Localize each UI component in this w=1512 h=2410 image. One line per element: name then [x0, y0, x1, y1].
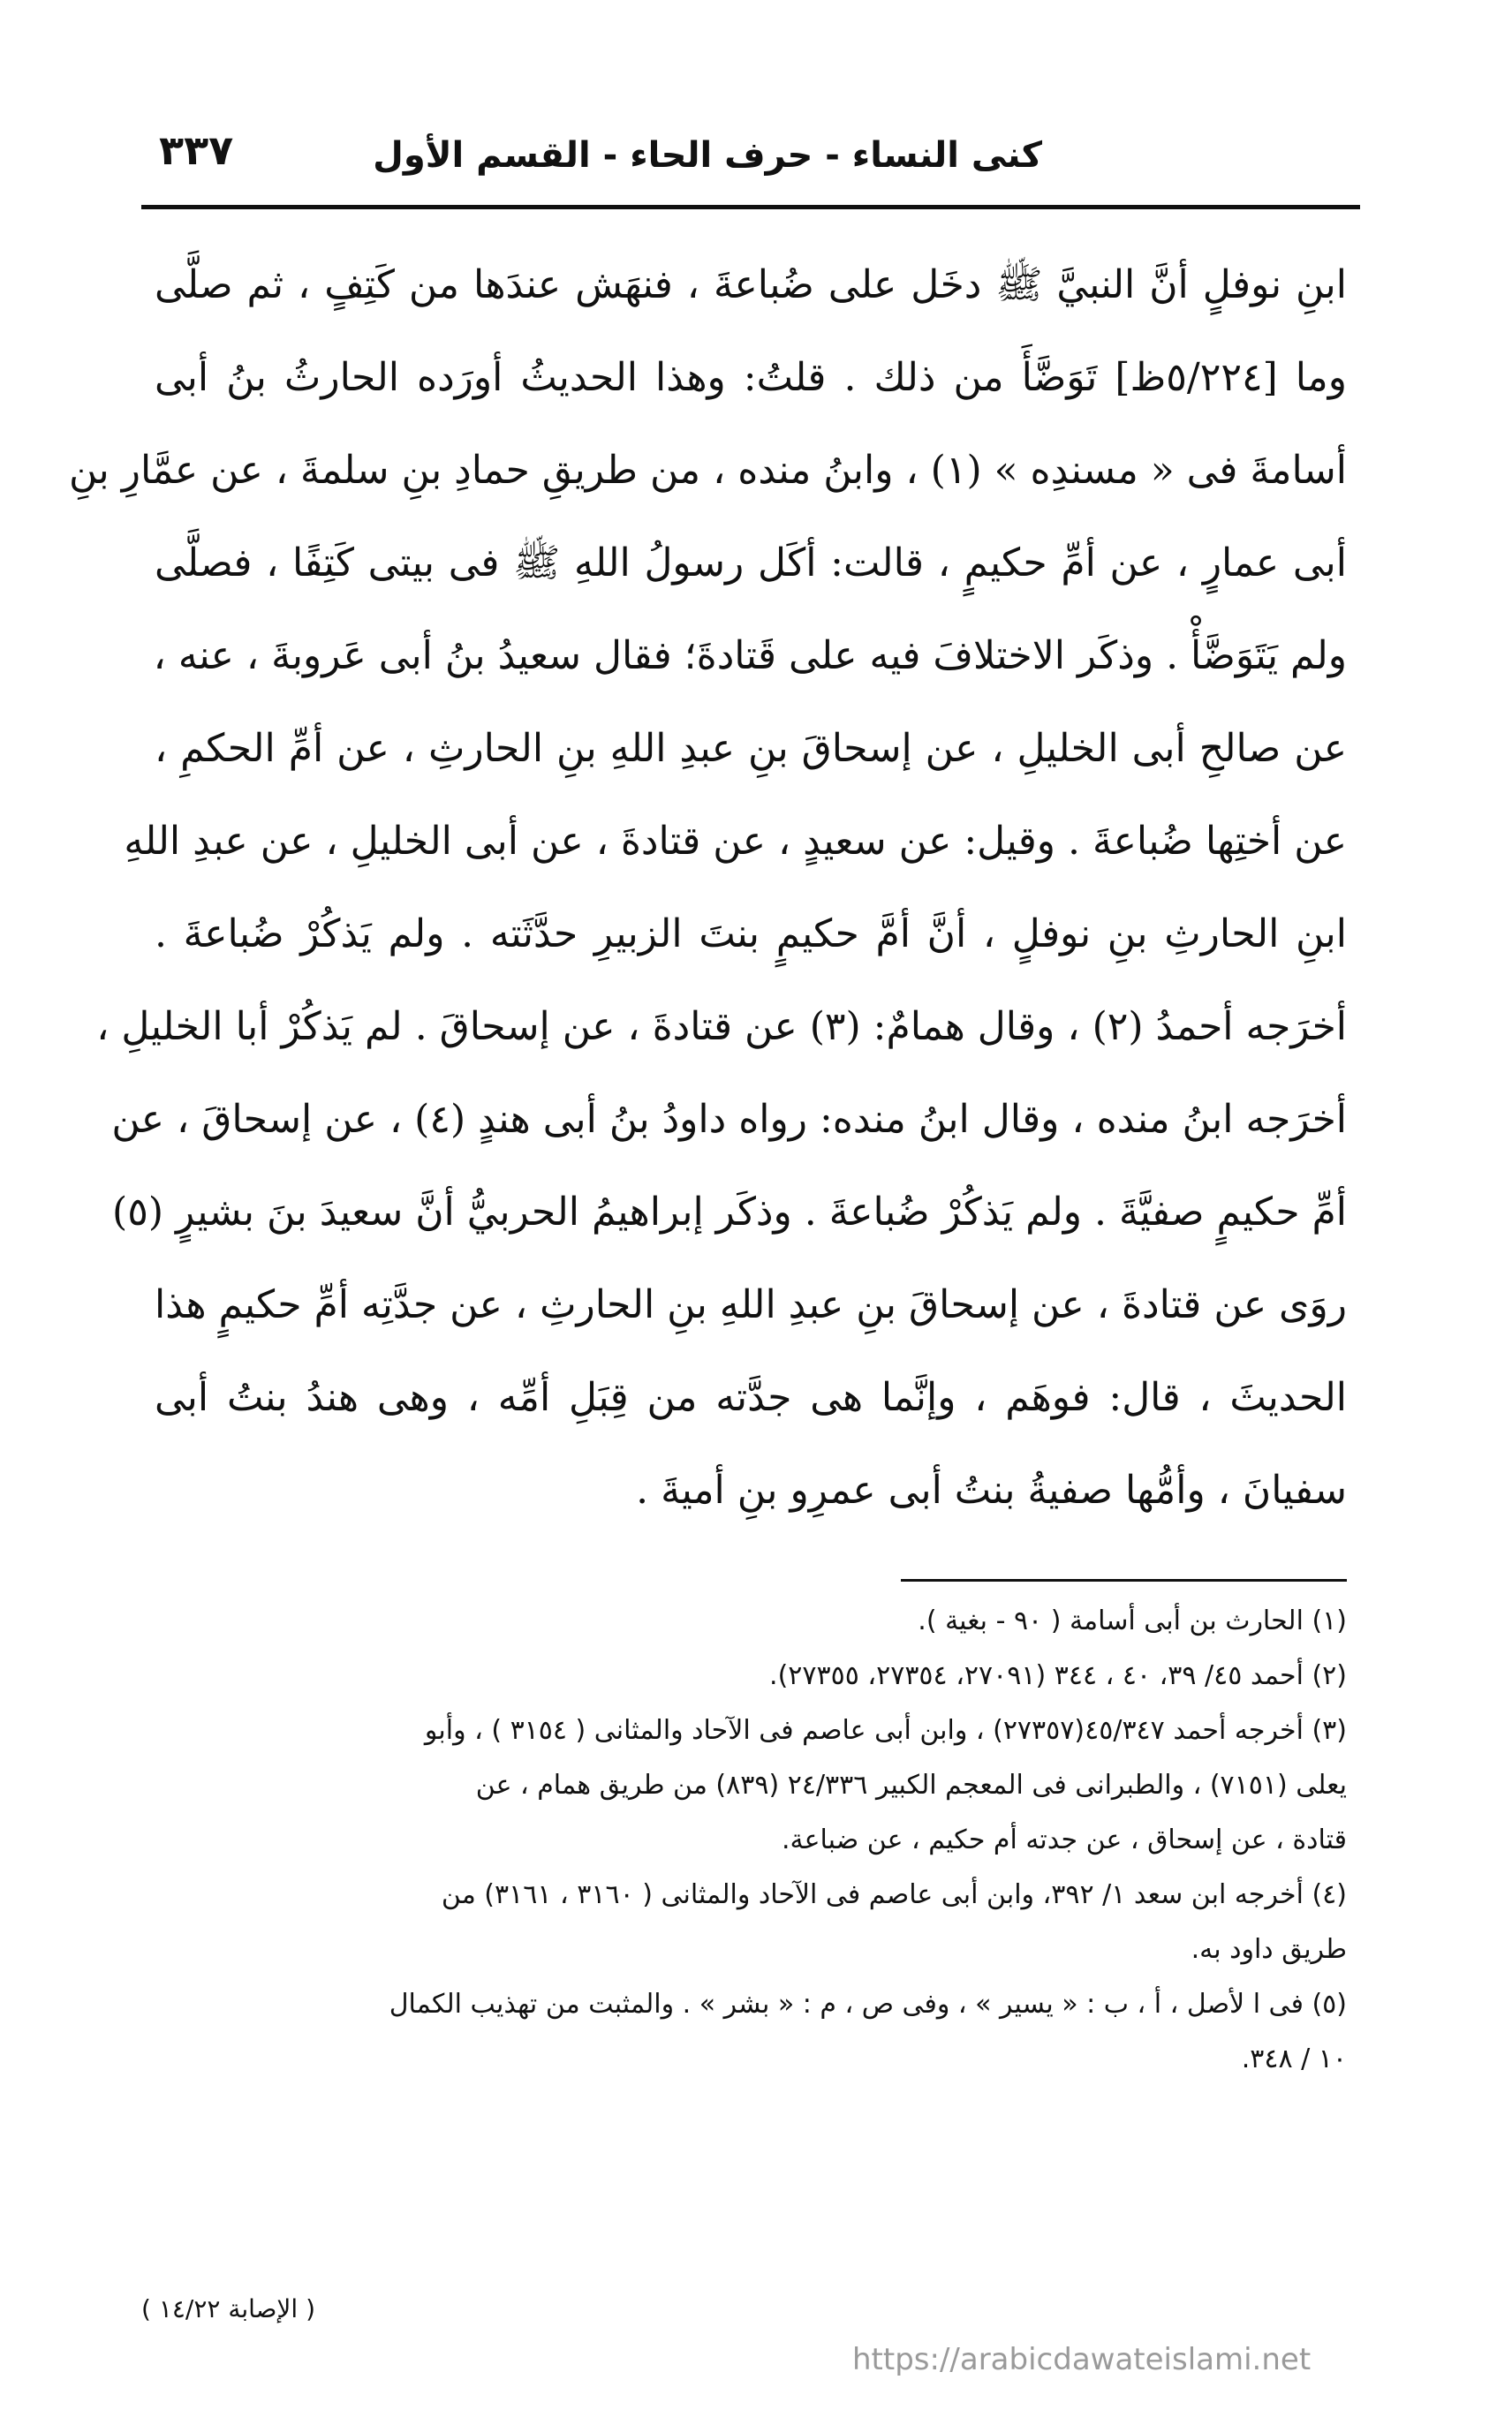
- footnote-line: (٥) فى ا لأصل ، أ ، ب : « يسير » ، وفى ص ، م : « بشر » . والمثبت من تهذيب الكمال: [389, 1989, 1347, 2020]
- source-reference: ( الإصابة ١٤/٢٢ ): [141, 2294, 316, 2323]
- footnote-4: [155, 1868, 1347, 1977]
- footnote-1: [155, 1594, 1347, 1649]
- footnote-line: (٣) أخرجه أحمد ٤٥/٣٤٧(٢٧٣٥٧) ، وابن أبى عاصم فى الآحاد والمثانى ( ٣١٥٤ ) ، وأبو: [424, 1715, 1347, 1746]
- running-title: كنى النساء - حرف الحاء - القسم الأول: [373, 135, 1042, 176]
- page-header: [141, 124, 1360, 194]
- page-number: ٣٣٧: [159, 126, 234, 174]
- footnote-line: قتادة ، عن إسحاق ، عن جدته أم حكيم ، عن ضباعة.: [782, 1824, 1347, 1855]
- text-line: عن صالحِ أبى الخليلِ ، عن إسحاقَ بنِ عبدِ اللهِ بنِ الحارثِ ، عن أمِّ الحكمِ ،: [155, 726, 1347, 771]
- text-line: وما [٥/٢٢٤ظ] تَوَضَّأَ من ذلك . قلتُ: وهذا الحديثُ أورَده الحارثُ بنُ أبى: [155, 355, 1347, 400]
- text-line: أخرَجه ابنُ منده ، وقال ابنُ منده: رواه داودُ بنُ أبى هندٍ (٤) ، عن إسحاقَ ، عن: [111, 1097, 1347, 1142]
- text-line: ابنِ نوفلٍ أنَّ النبيَّ ﷺ دخَل على ضُباعةَ ، فنهَش عندَها من كَتِفٍ ، ثم صلَّى: [155, 262, 1347, 307]
- footnote-line: ١٠ / ٣٤٨.: [1241, 2044, 1347, 2074]
- footnote-line: (٢) أحمد ٤٥/ ٣٩، ٤٠ ، ٣٤٤ (٢٧٠٩١، ٢٧٣٥٤، ٢٧٣٥٥).: [769, 1660, 1347, 1691]
- footnote-3: [155, 1704, 1347, 1868]
- text-line: عن أختِها ضُباعةَ . وقيل: عن سعيدٍ ، عن قتادةَ ، عن أبى الخليلِ ، عن عبدِ اللهِ: [124, 819, 1347, 864]
- footnote-line: (١) الحارث بن أبى أسامة ( ٩٠ - بغية ).: [918, 1605, 1347, 1636]
- text-line: ابنِ الحارثِ بنِ نوفلٍ ، أنَّ أمَّ حكيمٍ بنتَ الزبيرِ حدَّثَته . ولم يَذكُرْ ضُباعةَ .: [155, 911, 1347, 956]
- text-line: أخرَجه أحمدُ (٢) ، وقال همامٌ: (٣) عن قتادةَ ، عن إسحاقَ . لم يَذكُرْ أبا الخليلِ ،: [96, 1004, 1347, 1049]
- footnote-line: يعلى (٧١٥١) ، والطبرانى فى المعجم الكبير ٢٤/٣٣٦ (٨٣٩) من طريق همام ، عن: [475, 1770, 1347, 1801]
- footnote-line: طريق داود به.: [1191, 1934, 1347, 1965]
- text-line: سفيانَ ، وأمُّها صفيةُ بنتُ أبى عمرِو بنِ أميةَ .: [636, 1468, 1347, 1513]
- footnote-2: [155, 1649, 1347, 1704]
- footnote-separator: [901, 1579, 1347, 1582]
- footnote-5: [155, 1977, 1347, 2087]
- text-line: أمِّ حكيمٍ صفيَّةَ . ولم يَذكُرْ ضُباعةَ . وذكَر إبراهيمُ الحربيُّ أنَّ سعيدَ بنَ بشيرٍ (٥): [112, 1190, 1347, 1235]
- header-rule: [141, 205, 1360, 209]
- text-line: أبى عمارٍ ، عن أمِّ حكيمٍ ، قالت: أكَل رسولُ اللهِ ﷺ فى بيتى كَتِفًا ، فصلَّى: [155, 540, 1347, 586]
- footnotes: [155, 1594, 1347, 2087]
- text-line: أسامةَ فى « مسندِه » (١) ، وابنُ منده ، من طريقِ حمادِ بنِ سلمةَ ، عن عمَّارِ بنِ: [69, 448, 1347, 493]
- text-line: الحديثَ ، قال: فوهَم ، وإنَّما هى جدَّته من قِبَلِ أمِّه ، وهى هندُ بنتُ أبى: [155, 1375, 1347, 1420]
- main-text: [69, 238, 1347, 1537]
- text-line: روَى عن قتادةَ ، عن إسحاقَ بنِ عبدِ اللهِ بنِ الحارثِ ، عن جدَّتِه أمِّ حكيمٍ هذا: [155, 1282, 1347, 1327]
- watermark-url: https://arabicdawateislami.net: [852, 2342, 1312, 2377]
- text-line: ولم يَتَوَضَّأْ . وذكَر الاختلافَ فيه على قَتادةَ؛ فقال سعيدُ بنُ أبى عَروبةَ ، عنه ،: [153, 633, 1347, 678]
- footnote-line: (٤) أخرجه ابن سعد ١/ ٣٩٢، وابن أبى عاصم فى الآحاد والمثانى ( ٣١٦٠ ، ٣١٦١) من: [441, 1879, 1347, 1910]
